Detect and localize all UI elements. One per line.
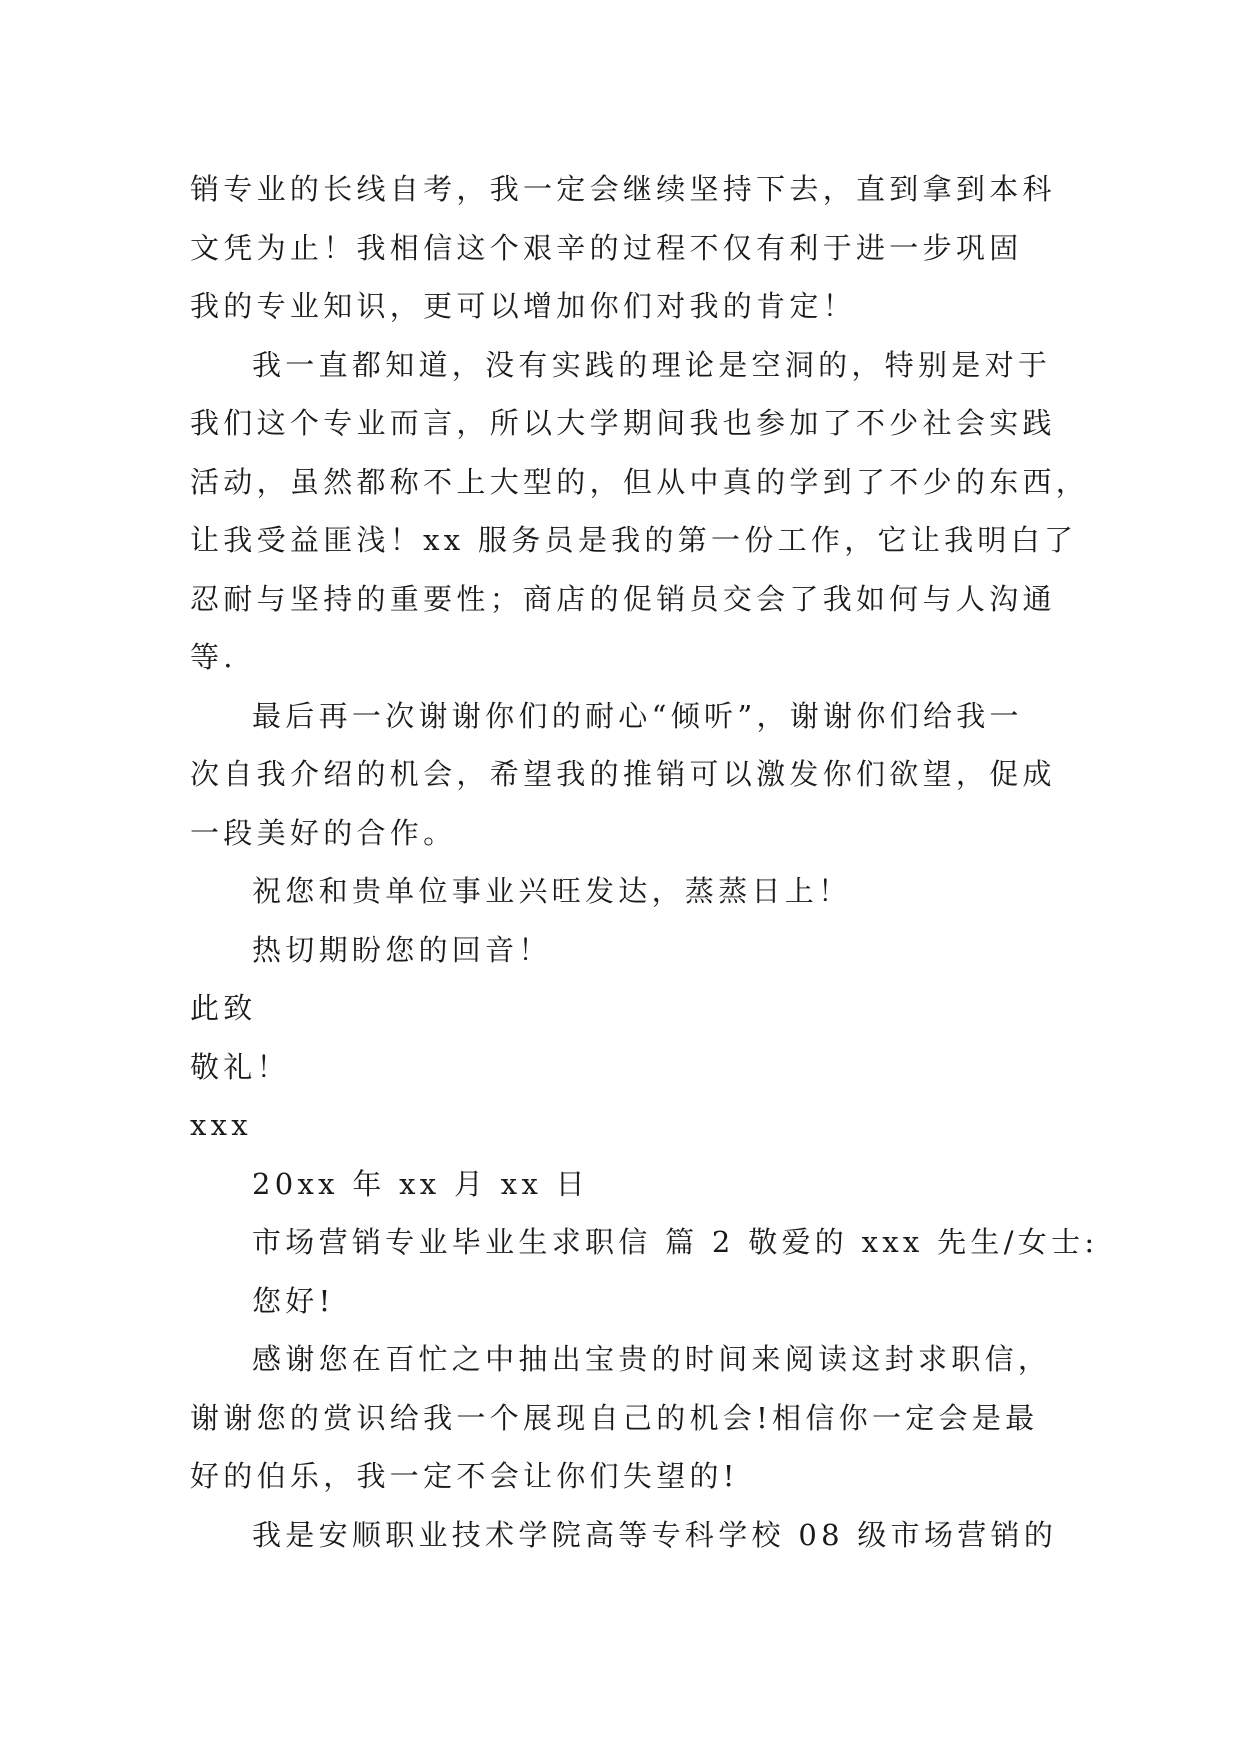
text-line: 等. bbox=[190, 640, 237, 674]
text-line: xxx bbox=[190, 1108, 252, 1142]
text-line: 热切期盼您的回音！ bbox=[252, 932, 552, 967]
text-line: 我是安顺职业技术学院高等专科学校 08 级市场营销的 bbox=[252, 1517, 1058, 1552]
text-line: 让我受益匪浅！xx 服务员是我的第一份工作，它让我明白了 bbox=[190, 523, 1078, 557]
text-line: 您好! bbox=[252, 1283, 335, 1318]
text-line: 敬礼！ bbox=[190, 1049, 290, 1084]
text-line: 我们这个专业而言，所以大学期间我也参加了不少社会实践 bbox=[190, 406, 1056, 440]
text-line: 一段美好的合作。 bbox=[190, 815, 457, 850]
text-line: 好的伯乐，我一定不会让你们失望的! bbox=[190, 1459, 739, 1493]
text-line: 我一直都知道，没有实践的理论是空洞的，特别是对于 bbox=[252, 347, 1052, 382]
text-line: 销专业的长线自考，我一定会继续坚持下去，直到拿到本科 bbox=[190, 172, 1056, 206]
text-line: 忍耐与坚持的重要性；商店的促销员交会了我如何与人沟通 bbox=[190, 581, 1056, 616]
text-line: 文凭为止！我相信这个艰辛的过程不仅有利于进一步巩固 bbox=[190, 230, 1023, 265]
text-line: 祝您和贵单位事业兴旺发达，蒸蒸日上！ bbox=[252, 874, 852, 908]
text-line: 次自我介绍的机会，希望我的推销可以激发你们欲望，促成 bbox=[190, 757, 1056, 791]
text-line: 活动，虽然都称不上大型的，但从中真的学到了不少的东西， bbox=[190, 464, 1090, 499]
document-body bbox=[190, 160, 1099, 1564]
text-line: 我的专业知识，更可以增加你们对我的肯定！ bbox=[190, 289, 857, 323]
text-line: 最后再一次谢谢你们的耐心“倾听”，谢谢你们给我一 bbox=[252, 698, 1023, 733]
text-line: 谢谢您的赏识给我一个展现自己的机会!相信你一定会是最 bbox=[190, 1400, 1039, 1435]
text-line: 市场营销专业毕业生求职信 篇 2 敬爱的 xxx 先生/女士: bbox=[252, 1225, 1099, 1259]
text-line: 感谢您在百忙之中抽出宝贵的时间来阅读这封求职信， bbox=[252, 1342, 1052, 1376]
text-line: 20xx 年 xx 月 xx 日 bbox=[252, 1166, 589, 1201]
text-line: 此致 bbox=[190, 991, 257, 1025]
